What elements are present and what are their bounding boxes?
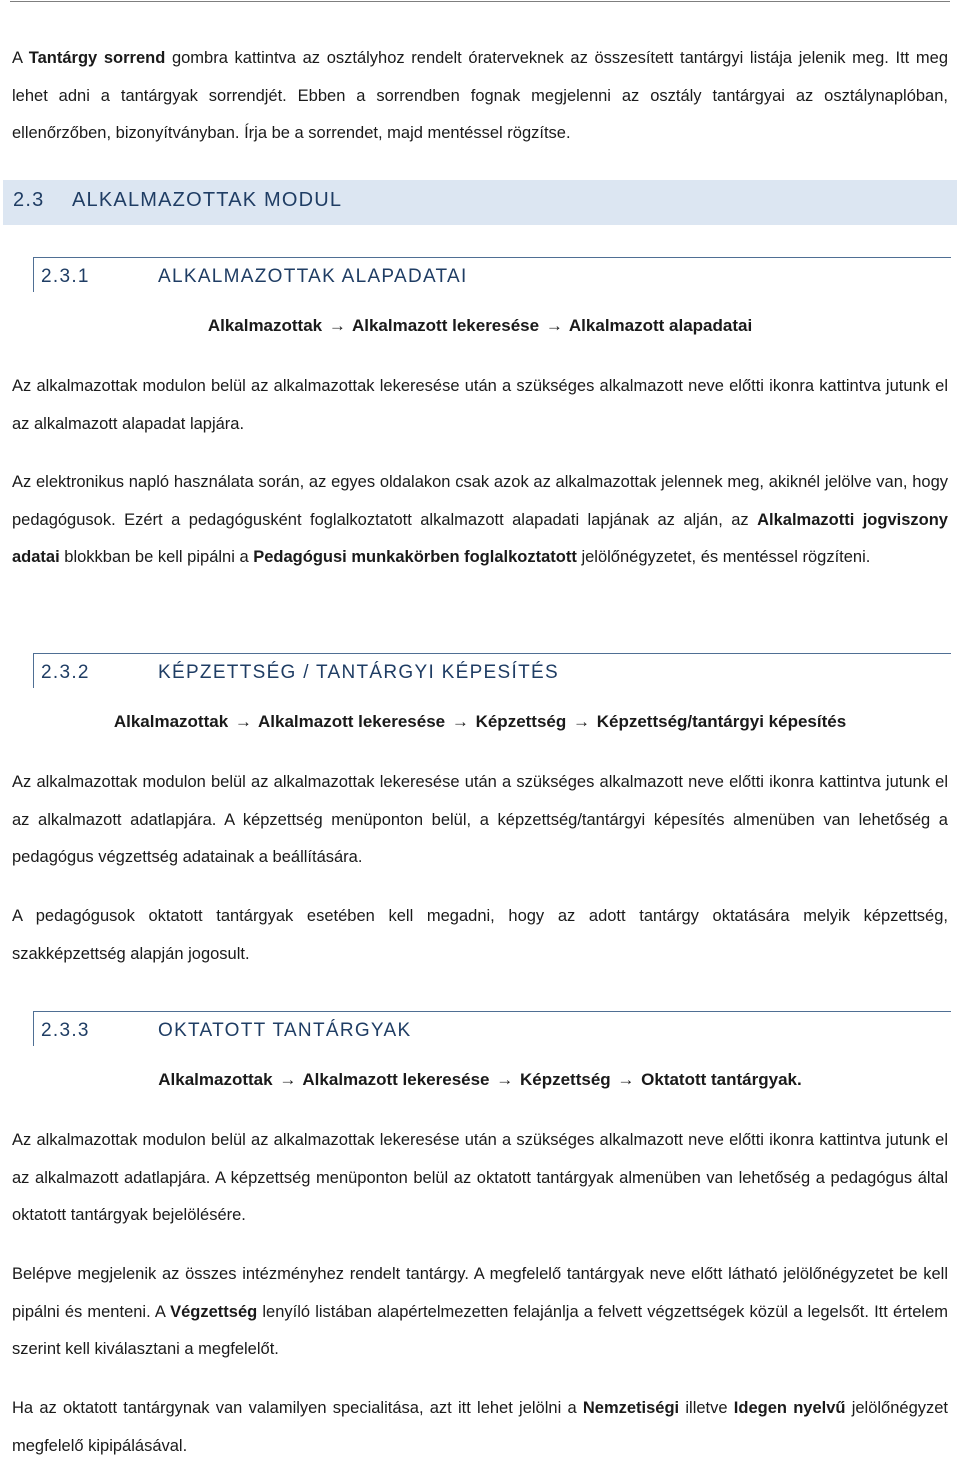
paragraph-231-2: Az elektronikus napló használata során, az egyes oldalakon csak azok az alkalmazottak jelennek meg, akiknél jelölve van, hogy pedagógusok. Ezért a pedagógusként foglalkoztatott alkalmazott alapadati lapjának az alján, az Alkalmazotti jogviszony adatai blokkban be kell pipálni a Pedagógusi munkakörben foglalkoztatott jelölőnégyzetet, és mentéssel rögzíteni. bbox=[12, 473, 948, 566]
menu-path-oktatott bbox=[0, 1070, 960, 1090]
section-title: ALKALMAZOTTAK MODUL bbox=[72, 189, 343, 211]
path-step: Alkalmazott lekeresése bbox=[351, 316, 540, 335]
menu-path-kepesites bbox=[0, 712, 960, 732]
path-step: Oktatott tantárgyak. bbox=[641, 1070, 802, 1089]
subsection-number: 2.3.3 bbox=[41, 1020, 90, 1041]
subsection-title: ALKALMAZOTTAK ALAPADATAI bbox=[158, 266, 468, 287]
arrow-right-icon: → bbox=[234, 712, 252, 731]
path-step: Alkalmazott lekeresése bbox=[302, 1070, 490, 1089]
arrow-right-icon: → bbox=[545, 316, 563, 335]
path-step: Alkalmazott alapadatai bbox=[568, 316, 753, 335]
paragraph-233-2: Belépve megjelenik az összes intézményhez rendelt tantárgy. A megfelelő tantárgyak neve előtt látható jelölőnégyzetet be kell pipálni és menteni. A Végzettség lenyíló listában alapértelmezetten felajánlja a felvett végzettségek közül a legelsőt. Itt értelem szerint kell kiválasztani a megfelelőt. bbox=[12, 1265, 949, 1358]
paragraph-232-1: Az alkalmazottak modulon belül az alkalmazottak lekeresése után a szükséges alkalmazott neve előtti ikonra kattintva jutunk el az alkalmazott adatlapjára. A képzettség menüponton belül, a képzettség/tantárgyi képesítés almenüben van lehetőség a pedagógus végzettség adatainak a beállítására. bbox=[12, 773, 948, 866]
arrow-right-icon: → bbox=[279, 1070, 297, 1089]
paragraph-233-1: Az alkalmazottak modulon belül az alkalmazottak lekeresése után a szükséges alkalmazott neve előtti ikonra kattintva jutunk el az alkalmazott adatlapjára. A képzettség menüponton belül az oktatott tantárgyak almenüben van lehetőség a pedagógus által oktatott tantárgyak bejelölésére. bbox=[12, 1131, 948, 1224]
arrow-right-icon: → bbox=[573, 712, 590, 731]
path-step: Alkalmazott lekeresése bbox=[258, 712, 446, 731]
path-step: Képzettség/tantárgyi képesítés bbox=[596, 712, 847, 731]
section-number: 2.3 bbox=[13, 189, 45, 211]
path-step: Alkalmazottak bbox=[207, 316, 323, 335]
paragraph-231-1: Az alkalmazottak modulon belül az alkalmazottak lekeresése után a szükséges alkalmazott neve előtti ikonra kattintva jutunk el az alkalmazott alapadat lapjára. bbox=[12, 377, 948, 433]
menu-path-alapadatai bbox=[0, 316, 960, 336]
path-step: Alkalmazottak bbox=[113, 712, 229, 731]
arrow-right-icon: → bbox=[328, 316, 346, 335]
arrow-right-icon: → bbox=[617, 1070, 635, 1089]
subsection-heading-2-3-2 bbox=[33, 653, 951, 688]
subsection-number: 2.3.2 bbox=[41, 662, 90, 683]
top-rule bbox=[10, 1, 950, 2]
paragraph-233-3: Ha az oktatott tantárgynak van valamilyen specialitása, azt itt lehet jelölni a Nemzetiségi illetve Idegen nyelvű jelölőnégyzet megfelelő kipipálásával. bbox=[12, 1399, 949, 1455]
section-heading-2-3 bbox=[3, 180, 957, 225]
intro-paragraph: A Tantárgy sorrend gombra kattintva az osztályhoz rendelt óraterveknek az összesített tantárgyi listája jelenik meg. Itt meg lehet adni a tantárgyak sorrendjét. Ebben a sorrendben fognak megjelenni az osztály tantárgyai az osztálynaplóban, ellenőrzőben, bizonyítványban. Írja be a sorrendet, majd mentéssel rögzítse. bbox=[12, 49, 948, 142]
subsection-number: 2.3.1 bbox=[41, 266, 90, 287]
arrow-right-icon: → bbox=[496, 1070, 514, 1089]
path-step: Alkalmazottak bbox=[158, 1070, 273, 1089]
paragraph-232-2: A pedagógusok oktatott tantárgyak esetében kell megadni, hogy az adott tantárgy oktatására melyik képzettség, szakképzettség alapján jogosult. bbox=[12, 907, 948, 963]
arrow-right-icon: → bbox=[451, 712, 469, 731]
path-step: Képzettség bbox=[519, 1070, 611, 1089]
subsection-heading-2-3-1 bbox=[33, 257, 951, 292]
path-step: Képzettség bbox=[475, 712, 567, 731]
subsection-title: OKTATOTT TANTÁRGYAK bbox=[158, 1020, 412, 1041]
subsection-title: KÉPZETTSÉG / TANTÁRGYI KÉPESÍTÉS bbox=[158, 662, 559, 683]
subsection-heading-2-3-3 bbox=[33, 1011, 951, 1046]
